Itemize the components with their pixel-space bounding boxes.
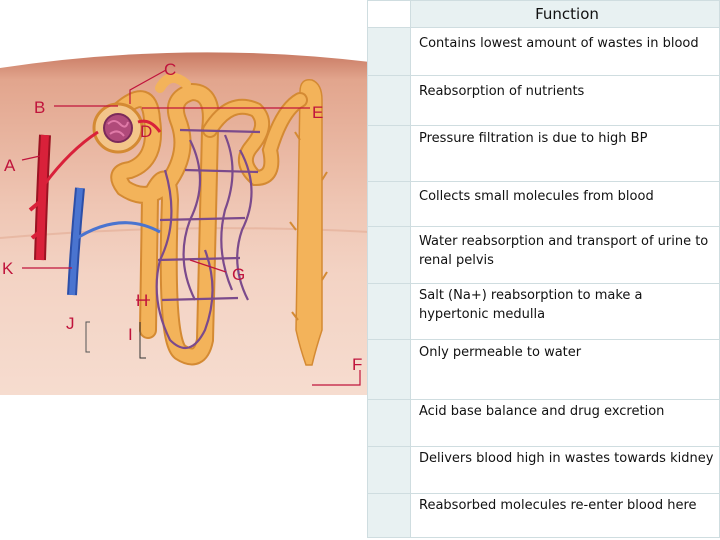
answer-cell[interactable]: [368, 494, 411, 538]
answer-cell[interactable]: [368, 227, 411, 284]
answer-cell[interactable]: [368, 340, 411, 400]
nephron-diagram: [0, 0, 370, 395]
answer-cell[interactable]: [368, 400, 411, 447]
function-text: Pressure filtration is due to high BP: [411, 126, 720, 182]
label-i: I: [128, 325, 133, 344]
answer-cell[interactable]: [368, 182, 411, 227]
table-row: [368, 76, 720, 126]
answer-header-cell: [368, 1, 411, 28]
function-text: Collects small molecules from blood: [411, 182, 720, 227]
table-row: [368, 284, 720, 340]
label-c: C: [164, 60, 177, 79]
table-row: [368, 340, 720, 400]
answer-cell[interactable]: [368, 28, 411, 76]
table-row: [368, 447, 720, 494]
table-row: [368, 400, 720, 447]
function-text: Contains lowest amount of wastes in blood: [411, 28, 720, 76]
function-text: Only permeable to water: [411, 340, 720, 400]
function-text: Water reabsorption and transport of urine to renal pelvis: [411, 227, 720, 284]
label-a: A: [4, 156, 16, 175]
label-e: E: [312, 103, 324, 122]
label-f: F: [352, 355, 363, 374]
table-row: [368, 28, 720, 76]
answer-cell[interactable]: [368, 76, 411, 126]
label-d: D: [140, 122, 153, 141]
function-text: Delivers blood high in wastes towards kidney: [411, 447, 720, 494]
function-text: Salt (Na+) reabsorption to make a hypertonic medulla: [411, 284, 720, 340]
table-row: [368, 227, 720, 284]
label-k: K: [2, 259, 14, 278]
function-text: Reabsorption of nutrients: [411, 76, 720, 126]
table-row: [368, 182, 720, 227]
label-j: J: [66, 314, 75, 333]
answer-cell[interactable]: [368, 447, 411, 494]
label-b: B: [34, 98, 46, 117]
answer-cell[interactable]: [368, 126, 411, 182]
function-table: [367, 0, 720, 538]
function-text: Reabsorbed molecules re-enter blood here: [411, 494, 720, 538]
function-header: Function: [411, 1, 720, 28]
function-text: Acid base balance and drug excretion: [411, 400, 720, 447]
table-row: [368, 494, 720, 538]
answer-cell[interactable]: [368, 284, 411, 340]
table-header-row: [368, 1, 720, 28]
table-row: [368, 126, 720, 182]
label-g: G: [232, 265, 246, 284]
collecting-duct: [296, 80, 322, 365]
label-h: H: [136, 291, 149, 310]
nephron-illustration: [0, 0, 370, 395]
glomerulus: [104, 114, 132, 142]
